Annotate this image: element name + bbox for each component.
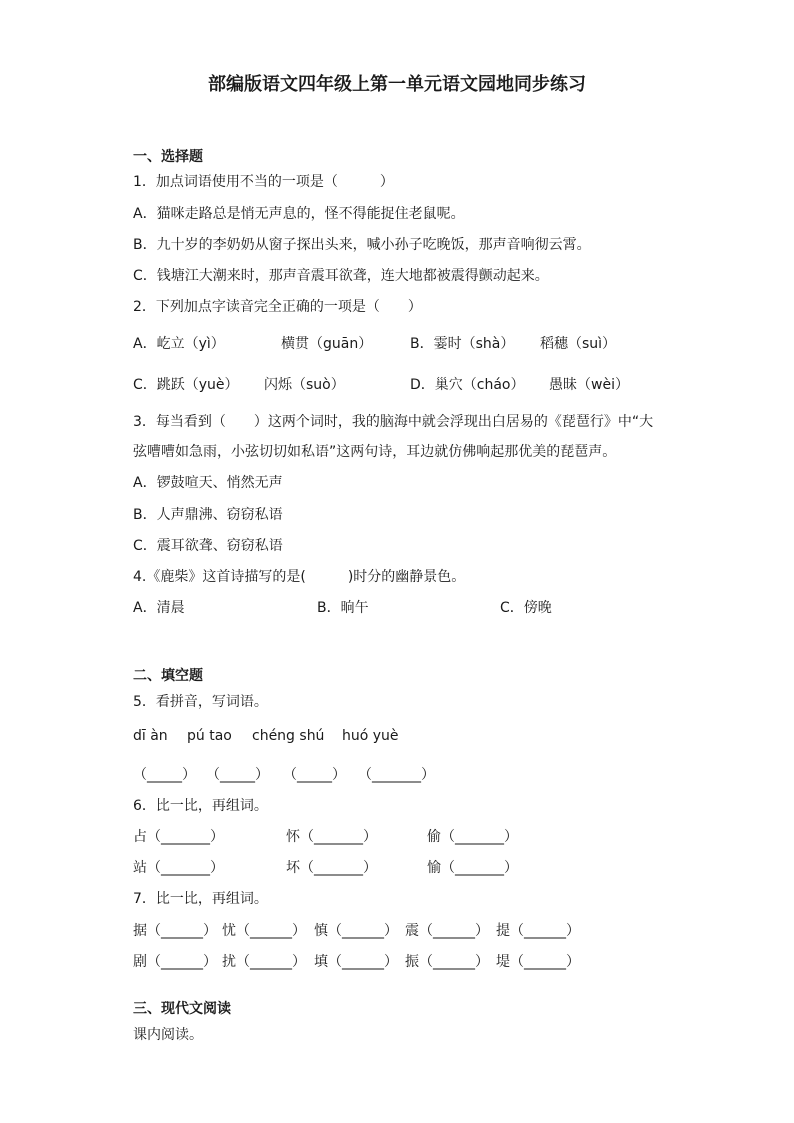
answer-blank-3[interactable]: （_____） [283, 767, 346, 783]
reading-intro: 课内阅读。 [133, 1027, 203, 1043]
compare-item[interactable]: 据（______） [133, 923, 217, 939]
question-4-option-c: C．傍晚 [500, 600, 552, 616]
page-title: 部编版语文四年级上第一单元语文园地同步练习 [208, 74, 586, 95]
question-6-stem: 6．比一比，再组词。 [133, 798, 268, 814]
answer-blank-1[interactable]: （_____） [133, 767, 196, 783]
compare-item[interactable]: 堤（______） [496, 954, 580, 970]
question-2-option-a2: 横贯（guān） [281, 336, 373, 352]
question-5-stem: 5．看拼音，写词语。 [133, 694, 268, 710]
compare-item[interactable]: 扰（______） [222, 954, 306, 970]
question-2-option-c2: 闪烁（suò） [264, 377, 345, 393]
compare-item[interactable]: 填（______） [314, 954, 398, 970]
compare-item[interactable]: 占（_______） [133, 829, 224, 845]
question-1-option-a: A．猫咪走路总是悄无声息的，怪不得能捉住老鼠呢。 [133, 206, 465, 222]
question-2-option-d1: D．巢穴（cháo） [410, 377, 525, 393]
question-7-stem: 7．比一比，再组词。 [133, 891, 268, 907]
section-heading-choice: 一、选择题 [133, 149, 203, 165]
compare-item[interactable]: 振（______） [405, 954, 489, 970]
question-3-line-1: 3．每当看到（ ）这两个词时，我的脑海中就会浮现出白居易的《琵琶行》中“大 [133, 414, 654, 430]
section-heading-fill-in: 二、填空题 [133, 668, 203, 684]
compare-item[interactable]: 慎（______） [314, 923, 398, 939]
question-3-line-2: 弦嘈嘈如急雨，小弦切切如私语”这两句诗，耳边就仿佛响起那优美的琵琶声。 [133, 444, 617, 460]
question-4-stem: 4.《鹿柴》这首诗描写的是( )时分的幽静景色。 [133, 569, 466, 585]
answer-blank-2[interactable]: （_____） [206, 767, 269, 783]
question-2-stem: 2．下列加点字读音完全正确的一项是（ ） [133, 299, 422, 315]
question-2-option-b2: 稻穗（suì） [540, 336, 617, 352]
question-2-option-c1: C．跳跃（yuè） [133, 377, 239, 393]
compare-item[interactable]: 震（______） [405, 923, 489, 939]
compare-item[interactable]: 剧（______） [133, 954, 217, 970]
question-2-option-a1: A．屹立（yì） [133, 336, 225, 352]
compare-item[interactable]: 忧（______） [222, 923, 306, 939]
compare-item[interactable]: 提（______） [496, 923, 580, 939]
question-1-option-c: C．钱塘江大潮来时，那声音震耳欲聋，连大地都被震得颤动起来。 [133, 268, 549, 284]
pinyin-2: pú tao [187, 728, 232, 744]
question-2-option-d2: 愚昧（wèi） [549, 377, 629, 393]
question-2-option-b1: B．霎时（shà） [410, 336, 515, 352]
pinyin-3: chéng shú [252, 728, 325, 744]
compare-item[interactable]: 怀（_______） [286, 829, 377, 845]
question-3-option-a: A．锣鼓喧天、悄然无声 [133, 475, 283, 491]
compare-item[interactable]: 偷（_______） [427, 829, 518, 845]
question-3-option-b: B．人声鼎沸、窃窃私语 [133, 507, 283, 523]
compare-item[interactable]: 坏（_______） [286, 860, 377, 876]
answer-blank-4[interactable]: （_______） [358, 767, 435, 783]
question-4-option-b: B．晌午 [317, 600, 369, 616]
question-1-stem: 1．加点词语使用不当的一项是（ ） [133, 174, 394, 190]
question-1-option-b: B．九十岁的李奶奶从窗子探出头来，喊小孙子吃晚饭，那声音响彻云霄。 [133, 237, 591, 253]
compare-item[interactable]: 站（_______） [133, 860, 224, 876]
section-heading-reading: 三、现代文阅读 [133, 1001, 231, 1017]
pinyin-4: huó yuè [342, 728, 399, 744]
compare-item[interactable]: 愉（_______） [427, 860, 518, 876]
pinyin-1: dī àn [133, 728, 168, 744]
question-4-option-a: A．清晨 [133, 600, 185, 616]
question-3-option-c: C．震耳欲聋、窃窃私语 [133, 538, 283, 554]
